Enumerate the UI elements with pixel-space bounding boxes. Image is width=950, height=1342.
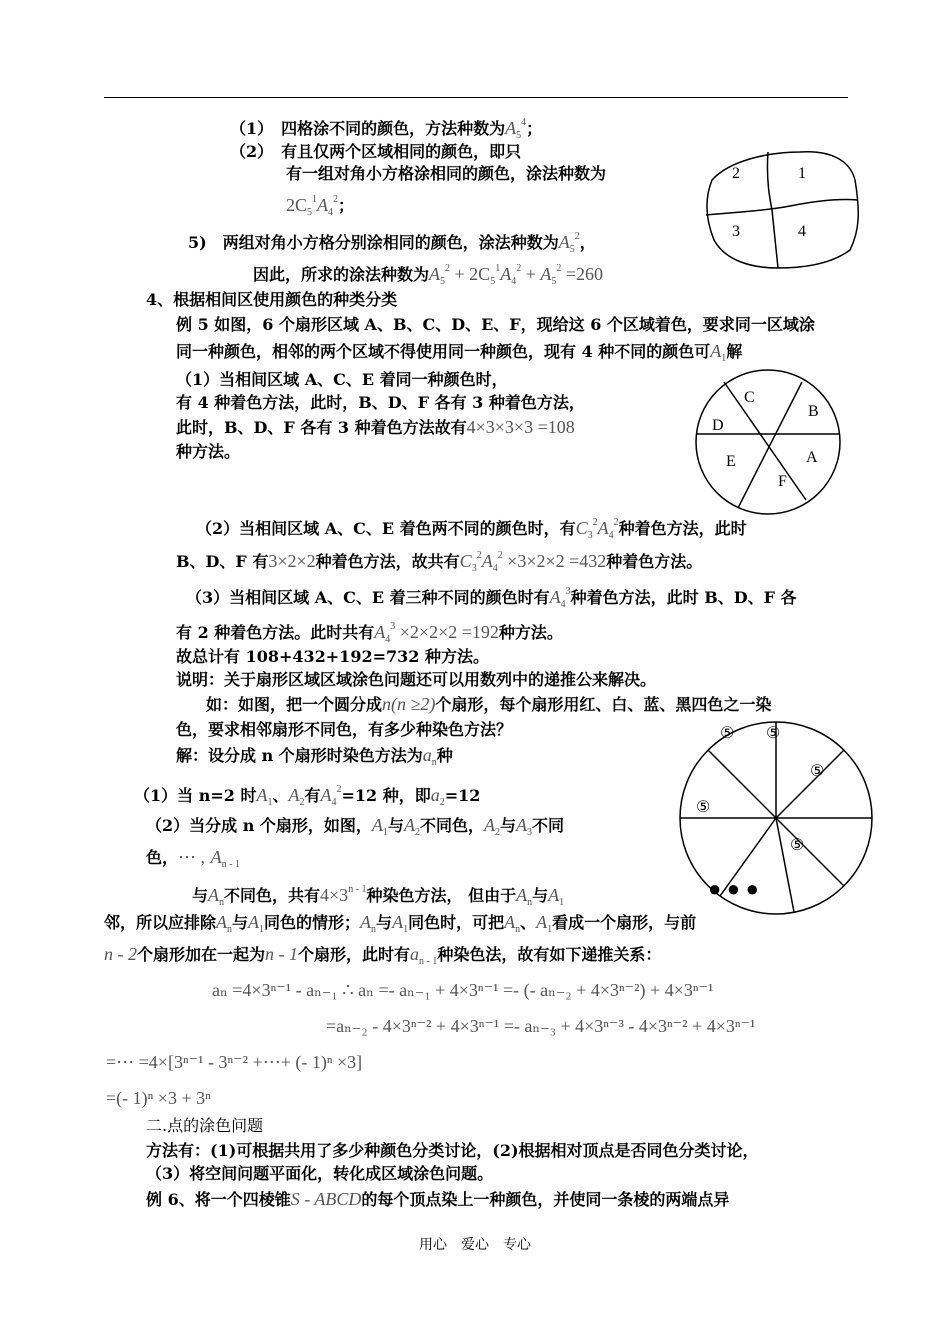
- text-line: 与$A_n$不同色，共有$4\times 3^{n - 1}$种染色方法， 但由于$A_n$与$A_1$: [192, 884, 565, 908]
- text-line: （2）当相间区域 A、C、E 着色两不同的颜色时，有$C_3^2A_4^2$种着色方法，此时: [196, 517, 747, 541]
- text-line: 如：如图，把一个圆分成n(n ≥2)个扇形，每个扇形用红、白、蓝、黑四色之一染: [206, 694, 772, 714]
- text-line: 种方法。: [176, 442, 241, 461]
- fig2-label: F: [778, 473, 787, 490]
- text-line: 此时，B、D、F 各有 3 种着色方法故有4×3×3×3 =108: [176, 417, 575, 437]
- fig3-label: ⑤: [696, 799, 711, 816]
- text-line: 色，⋯ , $A_{n - 1}$: [146, 847, 240, 870]
- header-rule: [104, 97, 848, 98]
- text-line: 因此，所求的涂法种数为$A_5^2 + 2C_5^1A_4^2 + A_5^2 =260$: [253, 263, 603, 287]
- fig3-label: ⑤: [810, 763, 825, 780]
- text-line: 解：设分成 n 个扇形时染色方法为$a_n$种: [176, 745, 453, 768]
- text-line: 故总计有 108+432+192=732 种方法。: [176, 647, 489, 666]
- text-line: （3）当相间区域 A、C、E 着三种不同的颜色时有$A_4^3$种着色方法，此时 B、D、F 各: [186, 586, 797, 610]
- text-line: （2）当分成 n 个扇形，如图，$A_1$与$A_2$不同色，$A_2$与$A_3$不同: [146, 815, 564, 838]
- recurrence-line: =aₙ₋₂ - 4×3ⁿ⁻² + 4×3ⁿ⁻¹ =- aₙ₋₃ + 4×3ⁿ⁻³ - 4×3ⁿ⁻² + 4×3ⁿ⁻¹: [326, 1016, 756, 1036]
- fig2-label: E: [726, 453, 736, 470]
- recurrence-line: =⋯ =4×[3ⁿ⁻¹ - 3ⁿ⁻² +⋯+ (- 1)ⁿ ×3]: [106, 1052, 363, 1072]
- fig2-label: B: [808, 403, 819, 420]
- ellipsis-dots: ● ● ●: [708, 876, 759, 901]
- formula: $2C_5^1A_4^2$；: [286, 194, 355, 218]
- figure-six-sectors: [688, 368, 848, 516]
- fig1-label: 3: [732, 223, 740, 240]
- text-line: n - 2个扇形加在一起为n - 1个扇形，此时有$a_{n - 1}$种染色法，故有如下递推关系：: [104, 944, 662, 967]
- section-heading: 二.点的涂色问题: [146, 1116, 264, 1135]
- section-heading: 4、根据相间区使用颜色的种类分类: [146, 290, 398, 309]
- text-line: 色，要求相邻扇形不同色，有多少种染色方法？: [176, 720, 513, 739]
- fig1-label: 1: [798, 165, 806, 182]
- fig2-label: D: [712, 417, 724, 434]
- text-line: （2） 有且仅两个区域相同的颜色，即只: [230, 142, 522, 161]
- figure-n-sectors: [672, 718, 882, 918]
- text-line: 有一组对角小方格涂相同的颜色，涂法种数为: [286, 164, 607, 183]
- fig2-label: C: [744, 389, 755, 406]
- recurrence-line: aₙ =4×3ⁿ⁻¹ - aₙ₋₁ ∴ aₙ =- aₙ₋₁ + 4×3ⁿ⁻¹ =- (- aₙ₋₂ + 4×3ⁿ⁻²) + 4×3ⁿ⁻¹: [212, 980, 714, 1000]
- fig1-label: 2: [732, 165, 740, 182]
- text-line: 方法有：(1)可根据共用了多少种颜色分类讨论，(2)根据相对顶点是否同色分类讨论，: [146, 1141, 759, 1160]
- text-line: 同一种颜色，相邻的两个区域不得使用同一种颜色，现有 4 种不同的颜色可$A_1$解: [176, 341, 743, 364]
- recurrence-line: =(- 1)ⁿ ×3 + 3ⁿ: [106, 1088, 211, 1108]
- text-line: 例 6、将一个四棱锥S - ABCD的每个顶点染上一种颜色，并使同一条棱的两端点异: [146, 1189, 730, 1209]
- fig3-label: ⑤: [720, 725, 735, 742]
- text-line: 有 2 种着色方法。此时共有$A_4^3 \times 2\times 2\times 2 =192$种方法。: [176, 621, 563, 645]
- page-footer: 用心 爱心 专心: [419, 1237, 531, 1253]
- fig2-label: A: [806, 449, 818, 466]
- text-line: （1）当相间区域 A、C、E 着同一种颜色时，: [176, 370, 508, 389]
- text-line: 说明：关于扇形区域区域涂色问题还可以用数列中的递推公来解决。: [176, 670, 657, 689]
- text-line: 例 5 如图，6 个扇形区域 A、B、C、D、E、F，现给这 6 个区域着色，要求同一区域涂: [176, 315, 815, 334]
- fig3-label: ⑤: [766, 725, 781, 742]
- text-line: B、D、F 有3×2×2种着色方法，故共有$C_3^2A_4^2 \times 3\times 2\times 2 =432$种着色方法。: [176, 550, 703, 574]
- text-line: 5) 两组对角小方格分别涂相同的颜色，涂法种数为$A_5^2$，: [188, 231, 596, 255]
- text-line: （3）将空间问题平面化，转化成区域涂色问题。: [146, 1164, 494, 1183]
- fig1-label: 4: [798, 223, 806, 240]
- text-line: 有 4 种着色方法，此时，B、D、F 各有 3 种着色方法，: [176, 393, 585, 412]
- fig3-label: ⑤: [790, 837, 805, 854]
- text-line: （1）当 n=2 时$A_1$、$A_2$有$A_4^2=12$ 种，即$a_2=12$: [134, 784, 481, 808]
- text-line: （1） 四格涂不同的颜色，方法种数为$A_5^4$；: [230, 117, 543, 141]
- text-line: 邻，所以应排除$A_n$与$A_1$同色的情形；$A_n$与$A_1$同色时，可把$A_n$、$A_1$看成一个扇形，与前: [104, 912, 697, 935]
- figure-four-regions: [700, 140, 860, 270]
